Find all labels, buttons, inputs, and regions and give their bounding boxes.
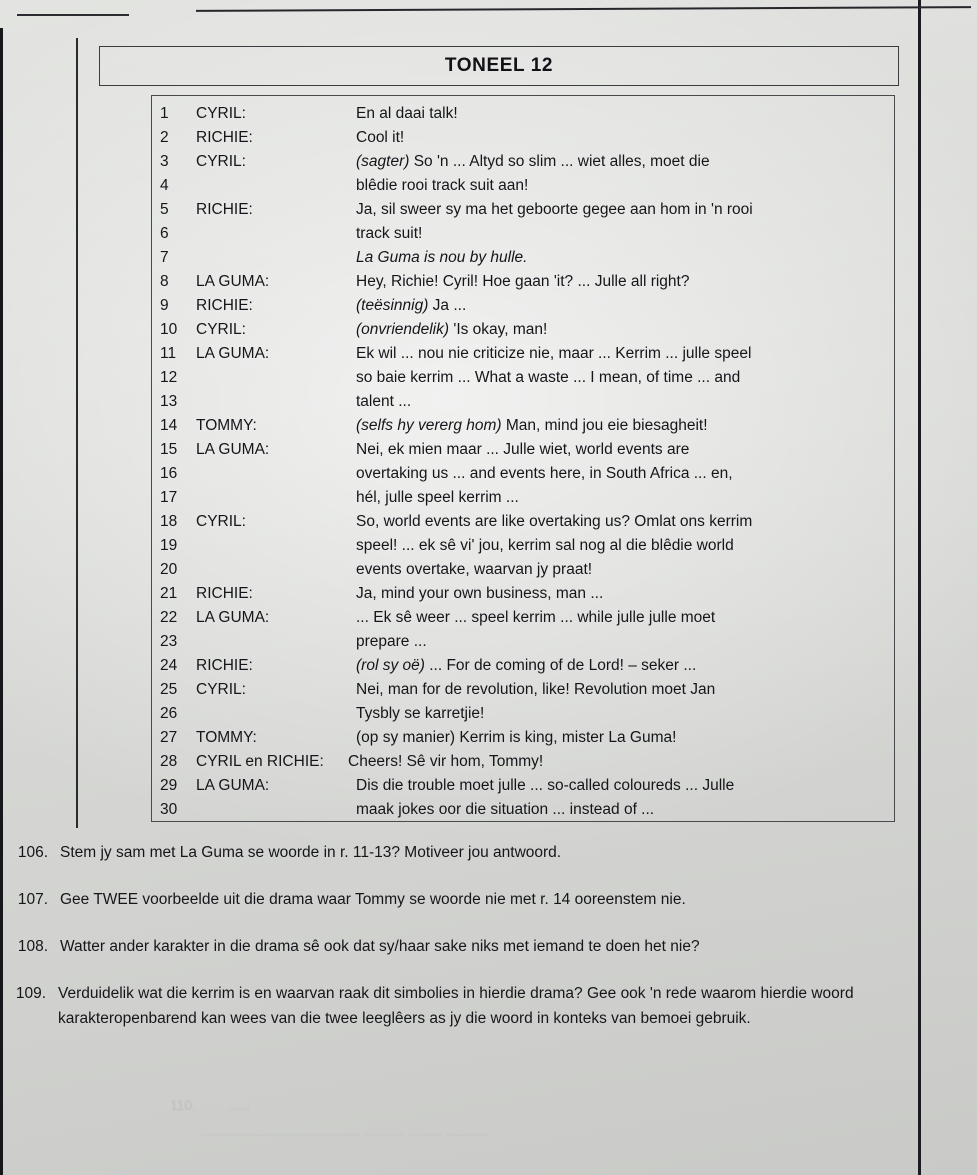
dialogue-line-number: 1: [160, 105, 169, 122]
dialogue-text: Hey, Richie! Cyril! Hoe gaan 'it? ... Julle all right?: [356, 273, 690, 290]
question-item: [0, 887, 977, 912]
dialogue-text: [356, 150, 894, 174]
dialogue-line: [152, 270, 894, 294]
top-rule-left: [17, 14, 129, 16]
dialogue-line-number: 27: [160, 729, 178, 746]
dialogue-speaker: TOMMY:: [196, 729, 257, 746]
dialogue-line: [152, 246, 894, 270]
dialogue-line-number: 9: [160, 297, 169, 314]
dialogue-speaker: LA GUMA:: [196, 441, 270, 458]
dialogue-speaker: LA GUMA:: [196, 609, 270, 626]
dialogue-speaker: LA GUMA:: [196, 273, 270, 290]
reverse-side-showthrough: 110. ...... ......................................... .......... ......... ...........: [170, 1097, 489, 1139]
stage-direction: La Guma is nou by hulle.: [356, 249, 528, 266]
dialogue-text: [356, 246, 894, 270]
dialogue-text: (op sy manier) Kerrim is king, mister La Guma!: [356, 729, 677, 746]
dialogue-line: [152, 558, 894, 582]
dialogue-speaker: CYRIL en RICHIE:: [196, 753, 324, 770]
dialogue-text: overtaking us ... and events here, in South Africa ... en,: [356, 465, 733, 482]
dialogue-speaker: RICHIE:: [196, 129, 253, 146]
dialogue-line-number: 20: [160, 561, 178, 578]
dialogue-text: speel! ... ek sê vi' jou, kerrim sal nog al die blêdie world: [356, 537, 734, 554]
question-number: 106.: [17, 844, 48, 861]
dialogue-line: [152, 294, 894, 318]
dialogue-line: [152, 102, 894, 126]
dialogue-line: [152, 702, 894, 726]
dialogue-line-number: 7: [160, 249, 169, 266]
question-number: 107.: [17, 891, 48, 908]
dialogue-line: [152, 582, 894, 606]
dialogue-text: hél, julle speel kerrim ...: [356, 489, 519, 506]
dialogue-line: [152, 798, 894, 822]
dialogue-line-number: 21: [160, 585, 178, 602]
question-item: [0, 981, 977, 1031]
stage-direction: (teësinnig): [356, 297, 429, 314]
dialogue-line-number: 22: [160, 609, 178, 626]
dialogue-speaker: RICHIE:: [196, 297, 253, 314]
dialogue-line-number: 30: [160, 801, 178, 818]
dialogue-text: Ek wil ... nou nie criticize nie, maar ... Kerrim ... julle speel: [356, 345, 752, 362]
dialogue-speaker: CYRIL:: [196, 153, 246, 170]
dialogue-speaker: CYRIL:: [196, 681, 246, 698]
dialogue-speaker: CYRIL:: [196, 321, 246, 338]
dialogue-line: [152, 726, 894, 750]
dialogue-text: [356, 414, 894, 438]
dialogue-text: Tysbly se karretjie!: [356, 705, 485, 722]
dialogue-line-number: 16: [160, 465, 178, 482]
dialogue-line-number: 4: [160, 177, 169, 194]
dialogue-line: [152, 438, 894, 462]
dialogue-speaker: LA GUMA:: [196, 345, 270, 362]
dialogue-line-number: 23: [160, 633, 178, 650]
dialogue-line: [152, 150, 894, 174]
dialogue-line-number: 2: [160, 129, 169, 146]
dialogue-text: Cool it!: [356, 129, 405, 146]
dialogue-line: [152, 774, 894, 798]
dialogue-line-number: 19: [160, 537, 178, 554]
dialogue-text: prepare ...: [356, 633, 427, 650]
dialogue-line: [152, 414, 894, 438]
question-text: Watter ander karakter in die drama sê ook dat sy/haar sake niks met iemand te doen het nie?: [60, 938, 700, 955]
dialogue-line: [152, 318, 894, 342]
dialogue-line: [152, 654, 894, 678]
dialogue-text: So, world events are like overtaking us? Omlat ons kerrim: [356, 513, 753, 530]
dialogue-speaker: CYRIL:: [196, 105, 246, 122]
dialogue-line: [152, 510, 894, 534]
question-number: 108.: [17, 938, 48, 955]
heading-box: [99, 46, 899, 86]
question-text: Stem jy sam met La Guma se woorde in r. 11-13? Motiveer jou antwoord.: [60, 844, 562, 861]
dialogue-line-number: 17: [160, 489, 178, 506]
dialogue-text: Nei, ek mien maar ... Julle wiet, world events are: [356, 441, 690, 458]
dialogue-line: [152, 390, 894, 414]
dialogue-line: [152, 678, 894, 702]
dialogue-line: [152, 198, 894, 222]
dialogue-line: [152, 222, 894, 246]
dialogue-speaker: RICHIE:: [196, 585, 253, 602]
dialogue-line-number: 26: [160, 705, 178, 722]
dialogue-text: so baie kerrim ... What a waste ... I mean, of time ... and: [356, 369, 741, 386]
dialogue-text: maak jokes oor die situation ... instead of ...: [356, 801, 655, 818]
dialogue-line-number: 14: [160, 417, 178, 434]
drama-extract-box: [151, 95, 895, 822]
dialogue-speaker: TOMMY:: [196, 417, 257, 434]
dialogue-text: Dis die trouble moet julle ... so-called coloureds ... Julle: [356, 777, 735, 794]
dialogue-line: [152, 342, 894, 366]
dialogue-text: [356, 294, 894, 318]
dialogue-text: En al daai talk!: [356, 105, 458, 122]
dialogue-line-number: 6: [160, 225, 169, 242]
dialogue-line: [152, 486, 894, 510]
dialogue-line-number: 8: [160, 273, 169, 290]
dialogue-line-number: 25: [160, 681, 178, 698]
dialogue-line: [152, 462, 894, 486]
dialogue-text-body: So 'n ... Altyd so slim ... wiet alles, moet die: [409, 153, 710, 170]
dialogue-line: [152, 174, 894, 198]
page-title: TONEEL 12: [444, 55, 554, 76]
dialogue-line: [152, 630, 894, 654]
dialogue-line-number: 15: [160, 441, 178, 458]
dialogue-speaker: CYRIL:: [196, 513, 246, 530]
dialogue-text: Ja, sil sweer sy ma het geboorte gegee aan hom in 'n rooi: [356, 201, 753, 218]
dialogue-text: events overtake, waarvan jy praat!: [356, 561, 593, 578]
dialogue-line-number: 5: [160, 201, 169, 218]
dialogue-line: [152, 126, 894, 150]
dialogue-text-body: Ja ...: [428, 297, 467, 314]
questions-list: [0, 840, 977, 1053]
dialogue-text: Cheers! Sê vir hom, Tommy!: [348, 753, 544, 770]
dialogue-speaker: RICHIE:: [196, 657, 253, 674]
dialogue-text: talent ...: [356, 393, 412, 410]
dialogue-line-number: 10: [160, 321, 178, 338]
question-item: [0, 934, 977, 959]
margin-rule-line: [76, 38, 78, 828]
dialogue-line: [152, 606, 894, 630]
question-item: [0, 840, 977, 865]
dialogue-text-body: 'Is okay, man!: [449, 321, 548, 338]
dialogue-line-number: 18: [160, 513, 178, 530]
dialogue-text: blêdie rooi track suit aan!: [356, 177, 529, 194]
stage-direction: (onvriendelik): [356, 321, 450, 338]
dialogue-text: track suit!: [356, 225, 423, 242]
dialogue-text: [356, 318, 894, 342]
question-text: Verduidelik wat die kerrim is en waarvan raak dit simbolies in hierdie drama? Gee ook 'n rede waarom hierdie woord karakteropenbarend kan wees van die twee leeglêers as jy die woord in konteks van bemoei gebruik.: [58, 985, 854, 1027]
dialogue-line: [152, 534, 894, 558]
dialogue-text: Ja, mind your own business, man ...: [356, 585, 604, 602]
stage-direction: (selfs hy vererg hom): [356, 417, 502, 434]
question-text: Gee TWEE voorbeelde uit die drama waar Tommy se woorde nie met r. 14 ooreenstem nie.: [60, 891, 686, 908]
stage-direction: (sagter): [356, 153, 410, 170]
stage-direction: (rol sy oë): [356, 657, 425, 674]
dialogue-text-body: ... For de coming of de Lord! – seker ...: [424, 657, 697, 674]
dialogue-line-number: 3: [160, 153, 169, 170]
dialogue-speaker: LA GUMA:: [196, 777, 270, 794]
dialogue-line-number: 13: [160, 393, 178, 410]
question-number: 109.: [15, 985, 46, 1002]
dialogue-line: [152, 750, 894, 774]
dialogue-line-number: 12: [160, 369, 178, 386]
drama-extract-line-list: [152, 102, 894, 822]
dialogue-line-number: 29: [160, 777, 178, 794]
dialogue-line: [152, 366, 894, 390]
dialogue-line-number: 28: [160, 753, 178, 770]
dialogue-text: ... Ek sê weer ... speel kerrim ... while julle julle moet: [356, 609, 716, 626]
dialogue-text: [356, 654, 894, 678]
dialogue-speaker: RICHIE:: [196, 201, 253, 218]
top-rule-right: [196, 6, 971, 12]
dialogue-text: Nei, man for de revolution, like! Revolution moet Jan: [356, 681, 716, 698]
dialogue-text-body: Man, mind jou eie biesagheit!: [501, 417, 708, 434]
dialogue-line-number: 24: [160, 657, 178, 674]
dialogue-line-number: 11: [160, 345, 177, 362]
